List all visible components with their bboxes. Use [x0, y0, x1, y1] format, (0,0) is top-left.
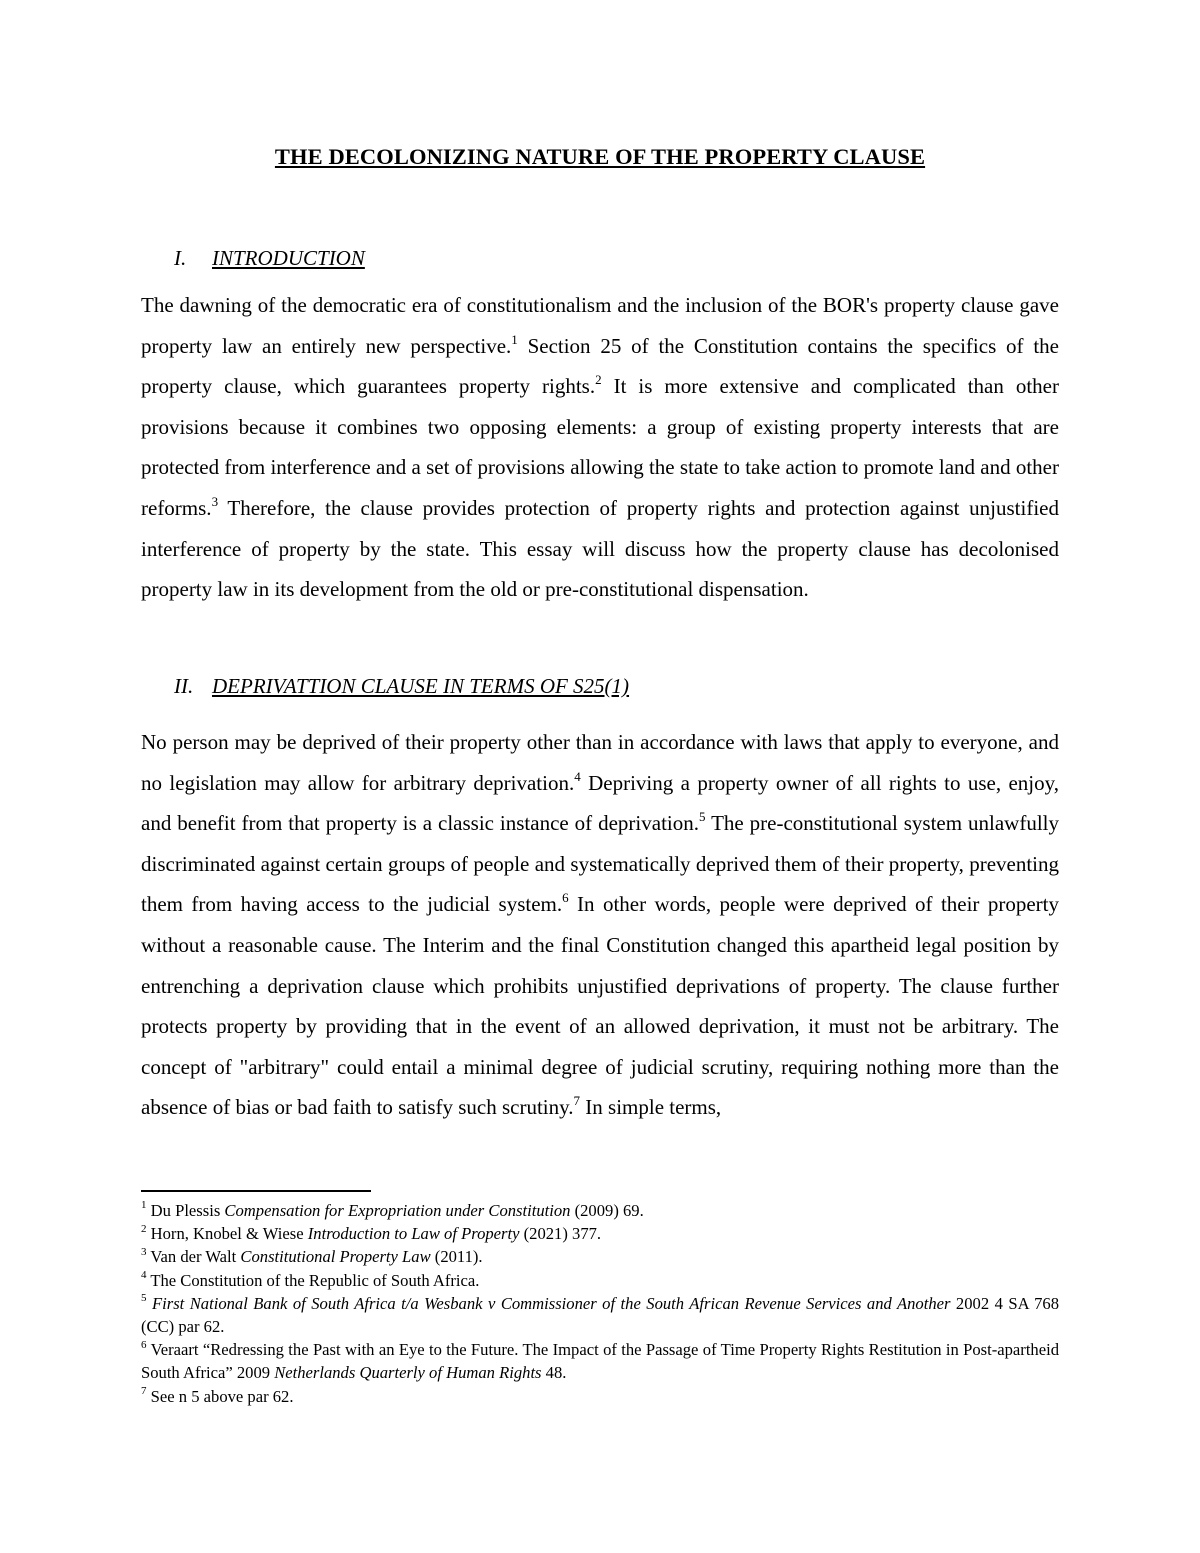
paragraph-text: In simple terms,: [580, 1095, 722, 1120]
footnote-ref: 2: [595, 372, 602, 388]
section-number: II.: [174, 674, 194, 698]
paragraph-text: Section 25 of the Constitution contains the specifics of the property clause, which guarantees property rights.: [141, 333, 1059, 399]
section-number: I.: [174, 246, 187, 270]
footnote: $^2$ Horn, Knobel & Wiese Introduction to Law of Property (2021) 377.: [141, 1222, 602, 1244]
paragraph-text: The pre-constitutional system unlawfully discriminated against certain groups of people and systematically deprived them of their property, preventing them from having access to the judicial system.: [141, 811, 1059, 917]
footnote-ref: 3: [211, 493, 219, 509]
section-title: INTRODUCTION: [212, 246, 365, 270]
introduction-paragraph: [141, 285, 1059, 610]
footnote: $^3$ Van der Walt Constitutional Property Law (2011).: [141, 1245, 483, 1267]
footnote-number: 4: [141, 1269, 147, 1282]
section-heading-deprivation: [174, 674, 629, 699]
footnote: $^1$ Du Plessis Compensation for Expropriation under Constitution (2009) 69.: [141, 1199, 644, 1220]
footnote: $^6$ Veraart “Redressing the Past with an Eye to the Future. The Impact of the Passage of Time Property Rights Restitution in Post-apartheid South Africa” 2009 Netherlands Quarterly of Human Rights 48.: [141, 1338, 1060, 1383]
paragraph-text: No person may be deprived of their property other than in accordance with laws that apply to everyone, and no legislation may allow for arbitrary deprivation.: [141, 730, 1059, 795]
footnote-ref: 4: [574, 768, 581, 784]
footnote-number: 1: [141, 1199, 147, 1212]
footnote-ref: 6: [562, 890, 569, 906]
document-title: THE DECOLONIZING NATURE OF THE PROPERTY CLAUSE: [274, 144, 926, 169]
paragraph-text: Therefore, the clause provides protection of property rights and protection against unjustified interference of property by the state. This essay will discuss how the property clause has decolonised property law in its development from the old or pre-constitutional dispensation.: [141, 495, 1059, 602]
section-title: DEPRIVATTION CLAUSE IN TERMS OF S25(1): [212, 674, 630, 698]
footnote-number: 2: [141, 1222, 147, 1235]
paragraph-text: It is more extensive and complicated than other provisions because it combines two opposing elements: a group of existing property interests that are protected from interference and a set of provisions allowing the state to take action to promote land and other reforms.: [141, 374, 1059, 520]
footnote-number: 3: [141, 1245, 147, 1258]
section-heading-introduction: [174, 246, 365, 271]
footnote-ref: 1: [511, 331, 518, 347]
footnote-number: 5: [141, 1292, 147, 1305]
deprivation-paragraph: [141, 722, 1059, 1128]
footnotes: [141, 1199, 1059, 1408]
paragraph-text: In other words, people were deprived of their property without a reasonable cause. The Interim and the final Constitution changed this apartheid legal position by entrenching a deprivation clause which prohibits unjustified deprivations of property. The clause further protects property by providing that in the event of an allowed deprivation, it must not be arbitrary. The concept of "arbitrary" could entail a minimal degree of judicial scrutiny, requiring nothing more than the absence of bias or bad faith to satisfy such scrutiny.: [141, 892, 1059, 1120]
footnote-separator: [141, 1190, 371, 1192]
footnote: $^7$ See n 5 above par 62.: [141, 1385, 294, 1406]
footnote-ref: 7: [573, 1093, 581, 1109]
paragraph-text: The dawning of the democratic era of constitutionalism and the inclusion of the BOR's property clause gave property law an entirely new perspective.: [141, 293, 1059, 358]
footnote-number: 7: [141, 1385, 147, 1398]
footnote-ref: 5: [699, 809, 706, 825]
footnote-number: 6: [141, 1338, 147, 1351]
footnote: $^4$ The Constitution of the Republic of South Africa.: [141, 1269, 480, 1290]
paragraph-text: Depriving a property owner of all rights to use, enjoy, and benefit from that property is a classic instance of deprivation.: [141, 770, 1059, 836]
footnote: $^5$ First National Bank of South Africa t/a Wesbank v Commissioner of the South African Revenue Services and Another 2002 4 SA 768 (CC) par 62.: [141, 1292, 1060, 1337]
